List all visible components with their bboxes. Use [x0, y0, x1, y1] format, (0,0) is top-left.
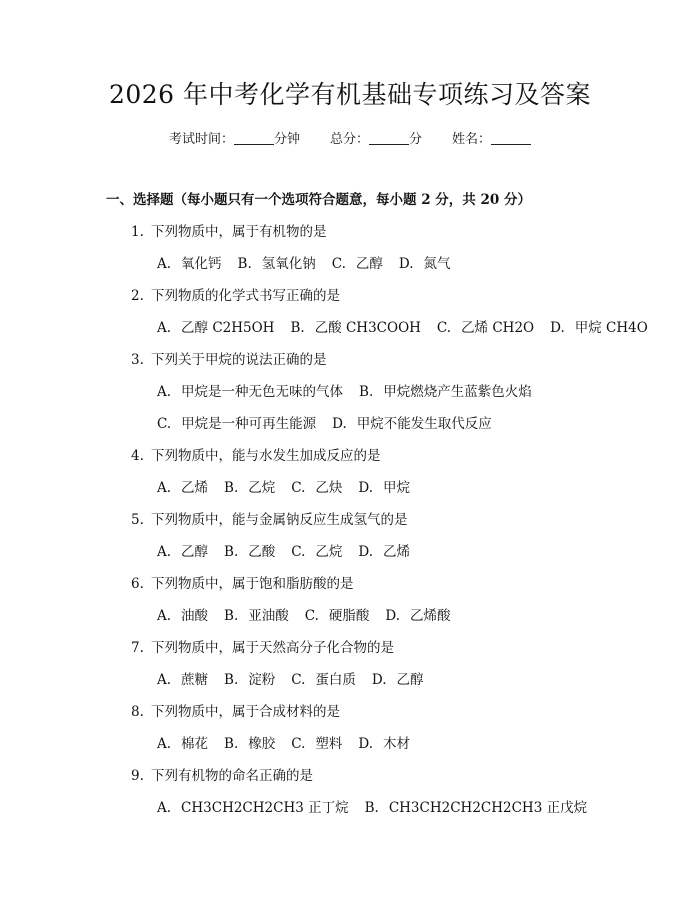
answer-option[interactable] — [291, 477, 342, 499]
answer-option[interactable] — [157, 317, 274, 339]
option-text: 氮气 — [423, 256, 451, 272]
answer-option[interactable] — [238, 253, 316, 275]
option-row — [131, 733, 660, 765]
question-number: 1. — [131, 224, 144, 240]
option-text: CH3CH2CH2CH2CH3 正戊烷 — [388, 800, 588, 816]
option-letter: B. — [237, 256, 252, 272]
option-letter: D. — [358, 480, 374, 496]
option-text: 油酸 — [181, 608, 209, 624]
option-letter: A. — [157, 672, 172, 688]
option-text: 乙炔 — [315, 480, 343, 496]
answer-option[interactable] — [224, 605, 289, 627]
answer-option[interactable] — [157, 669, 208, 691]
option-letter: A. — [157, 480, 172, 496]
question-stem — [131, 573, 660, 605]
option-text: 甲烷 — [383, 480, 411, 496]
question-stem — [131, 701, 660, 733]
option-letter: A. — [157, 384, 172, 400]
answer-option[interactable] — [332, 413, 492, 435]
option-text: 橡胶 — [248, 736, 276, 752]
option-row — [131, 317, 660, 349]
score-unit: 分 — [409, 132, 423, 147]
question-list — [131, 221, 660, 829]
option-text: 亚油酸 — [248, 608, 289, 624]
question-item — [131, 445, 660, 509]
question-text: 下列有机物的命名正确的是 — [151, 768, 313, 784]
option-letter: C. — [157, 416, 172, 432]
option-text: CH3CH2CH2CH3 正丁烷 — [181, 800, 349, 816]
option-text: 乙烯酸 — [410, 608, 451, 624]
answer-option[interactable] — [224, 669, 275, 691]
question-number: 6. — [131, 576, 144, 592]
answer-option[interactable] — [372, 669, 424, 691]
answer-option[interactable] — [157, 797, 349, 819]
answer-option[interactable] — [157, 253, 222, 275]
time-blank[interactable] — [234, 130, 274, 145]
question-stem — [131, 349, 660, 381]
option-letter: D. — [332, 416, 347, 432]
answer-option[interactable] — [332, 253, 383, 275]
question-item — [131, 285, 660, 349]
answer-option[interactable] — [291, 669, 356, 691]
option-letter: A. — [157, 320, 172, 336]
option-row — [131, 797, 660, 829]
option-row — [131, 605, 660, 637]
question-number: 5. — [131, 512, 144, 528]
option-letter: C. — [291, 736, 306, 752]
answer-option[interactable] — [358, 733, 410, 755]
exam-meta — [0, 130, 700, 150]
answer-option[interactable] — [359, 381, 532, 403]
question-number: 8. — [131, 704, 144, 720]
option-text: 甲烷是一种无色无味的气体 — [181, 384, 344, 400]
name-label: 姓名： — [452, 132, 492, 147]
answer-option[interactable] — [157, 413, 316, 435]
answer-option[interactable] — [224, 541, 275, 563]
answer-option[interactable] — [365, 797, 587, 819]
option-letter: D. — [358, 544, 374, 560]
option-text: 氢氧化钠 — [261, 256, 316, 272]
answer-option[interactable] — [385, 605, 450, 627]
time-unit: 分钟 — [273, 132, 300, 147]
option-letter: C. — [436, 320, 452, 336]
option-text: 木材 — [383, 736, 411, 752]
question-item — [131, 509, 660, 573]
option-text: 甲烷 CH4O — [574, 320, 648, 336]
answer-option[interactable] — [157, 541, 208, 563]
option-letter: C. — [291, 480, 306, 496]
question-item — [131, 765, 660, 829]
question-item — [131, 637, 660, 701]
time-label: 考试时间： — [168, 132, 234, 147]
option-row — [131, 253, 660, 285]
option-letter: A. — [157, 800, 172, 816]
option-letter: B. — [364, 800, 379, 816]
answer-option[interactable] — [305, 605, 370, 627]
option-letter: C. — [304, 608, 319, 624]
option-text: 甲烷是一种可再生能源 — [181, 416, 317, 432]
question-item — [131, 573, 660, 637]
option-row — [131, 413, 660, 445]
option-letter: C. — [291, 544, 306, 560]
option-row — [131, 477, 660, 509]
answer-option[interactable] — [224, 733, 275, 755]
option-letter: D. — [385, 608, 401, 624]
option-text: 棉花 — [181, 736, 209, 752]
question-text: 下列物质中，属于天然高分子化合物的是 — [151, 640, 394, 656]
page-title: 2026 年中考化学有机基础专项练习及答案 — [108, 80, 592, 109]
score-label: 总分： — [329, 132, 369, 147]
answer-option[interactable] — [550, 317, 648, 339]
option-text: 甲烷不能发生取代反应 — [356, 416, 492, 432]
option-text: 甲烷燃烧产生蓝紫色火焰 — [383, 384, 532, 400]
answer-option[interactable] — [157, 733, 208, 755]
option-text: 乙烷 — [315, 544, 343, 560]
option-text: 蔗糖 — [181, 672, 209, 688]
option-letter: B. — [290, 320, 305, 336]
answer-option[interactable] — [291, 733, 342, 755]
answer-option[interactable] — [157, 605, 208, 627]
answer-option[interactable] — [224, 477, 275, 499]
question-stem — [131, 637, 660, 669]
option-letter: D. — [358, 736, 374, 752]
answer-option[interactable] — [358, 477, 410, 499]
question-stem — [131, 285, 660, 317]
section-heading: 一、选择题（每小题只有一个选项符合题意，每小题 2 分，共 20 分） — [106, 192, 531, 208]
option-letter: A. — [157, 736, 172, 752]
option-text: 乙酸 CH3COOH — [314, 320, 421, 336]
question-stem — [131, 765, 660, 797]
question-number: 2. — [131, 288, 144, 304]
question-text: 下列物质的化学式书写正确的是 — [151, 288, 340, 304]
option-text: 乙醇 — [396, 672, 424, 688]
question-text: 下列物质中，属于饱和脂肪酸的是 — [151, 576, 354, 592]
answer-option[interactable] — [157, 477, 208, 499]
option-text: 塑料 — [315, 736, 343, 752]
option-text: 乙酸 — [248, 544, 276, 560]
answer-option[interactable] — [358, 541, 410, 563]
name-blank[interactable] — [491, 130, 531, 145]
option-letter: A. — [157, 608, 172, 624]
option-letter: B. — [224, 544, 239, 560]
option-row — [131, 669, 660, 701]
question-number: 9. — [131, 768, 144, 784]
option-text: 乙烯 CH2O — [461, 320, 535, 336]
option-letter: C. — [331, 256, 346, 272]
option-text: 淀粉 — [248, 672, 276, 688]
question-stem — [131, 445, 660, 477]
question-text: 下列物质中，能与金属钠反应生成氢气的是 — [151, 512, 408, 528]
option-text: 蛋白质 — [315, 672, 356, 688]
option-row — [131, 541, 660, 573]
question-item — [131, 701, 660, 765]
option-text: 乙醇 C2H5OH — [181, 320, 275, 336]
option-text: 乙醇 — [355, 256, 383, 272]
option-text: 硬脂酸 — [328, 608, 370, 624]
option-letter: B. — [224, 480, 239, 496]
option-text: 乙烷 — [248, 480, 276, 496]
option-letter: B. — [224, 736, 239, 752]
option-text: 乙烯 — [181, 480, 209, 496]
option-text: 氧化钙 — [181, 256, 222, 272]
question-number: 7. — [131, 640, 144, 656]
option-letter: A. — [157, 256, 172, 272]
option-letter: D. — [398, 256, 414, 272]
option-text: 乙烯 — [383, 544, 411, 560]
answer-option[interactable] — [437, 317, 534, 339]
question-text: 下列关于甲烷的说法正确的是 — [151, 352, 327, 368]
question-text: 下列物质中，属于合成材料的是 — [151, 704, 340, 720]
option-letter: C. — [291, 672, 306, 688]
question-stem — [131, 509, 660, 541]
answer-option[interactable] — [157, 381, 343, 403]
option-letter: B. — [359, 384, 374, 400]
option-letter: A. — [157, 544, 172, 560]
option-row — [131, 381, 660, 413]
answer-option[interactable] — [290, 317, 420, 339]
question-number: 3. — [131, 352, 144, 368]
question-text: 下列物质中，能与水发生加成反应的是 — [151, 448, 381, 464]
option-text: 乙醇 — [181, 544, 209, 560]
question-item — [131, 349, 660, 445]
answer-option[interactable] — [399, 253, 451, 275]
question-stem — [131, 221, 660, 253]
question-number: 4. — [131, 448, 144, 464]
question-item — [131, 221, 660, 285]
score-blank[interactable] — [369, 130, 409, 145]
option-letter: D. — [371, 672, 387, 688]
answer-option[interactable] — [291, 541, 342, 563]
question-text: 下列物质中，属于有机物的是 — [151, 224, 327, 240]
option-letter: B. — [224, 672, 239, 688]
option-letter: B. — [224, 608, 239, 624]
option-letter: D. — [550, 320, 565, 336]
